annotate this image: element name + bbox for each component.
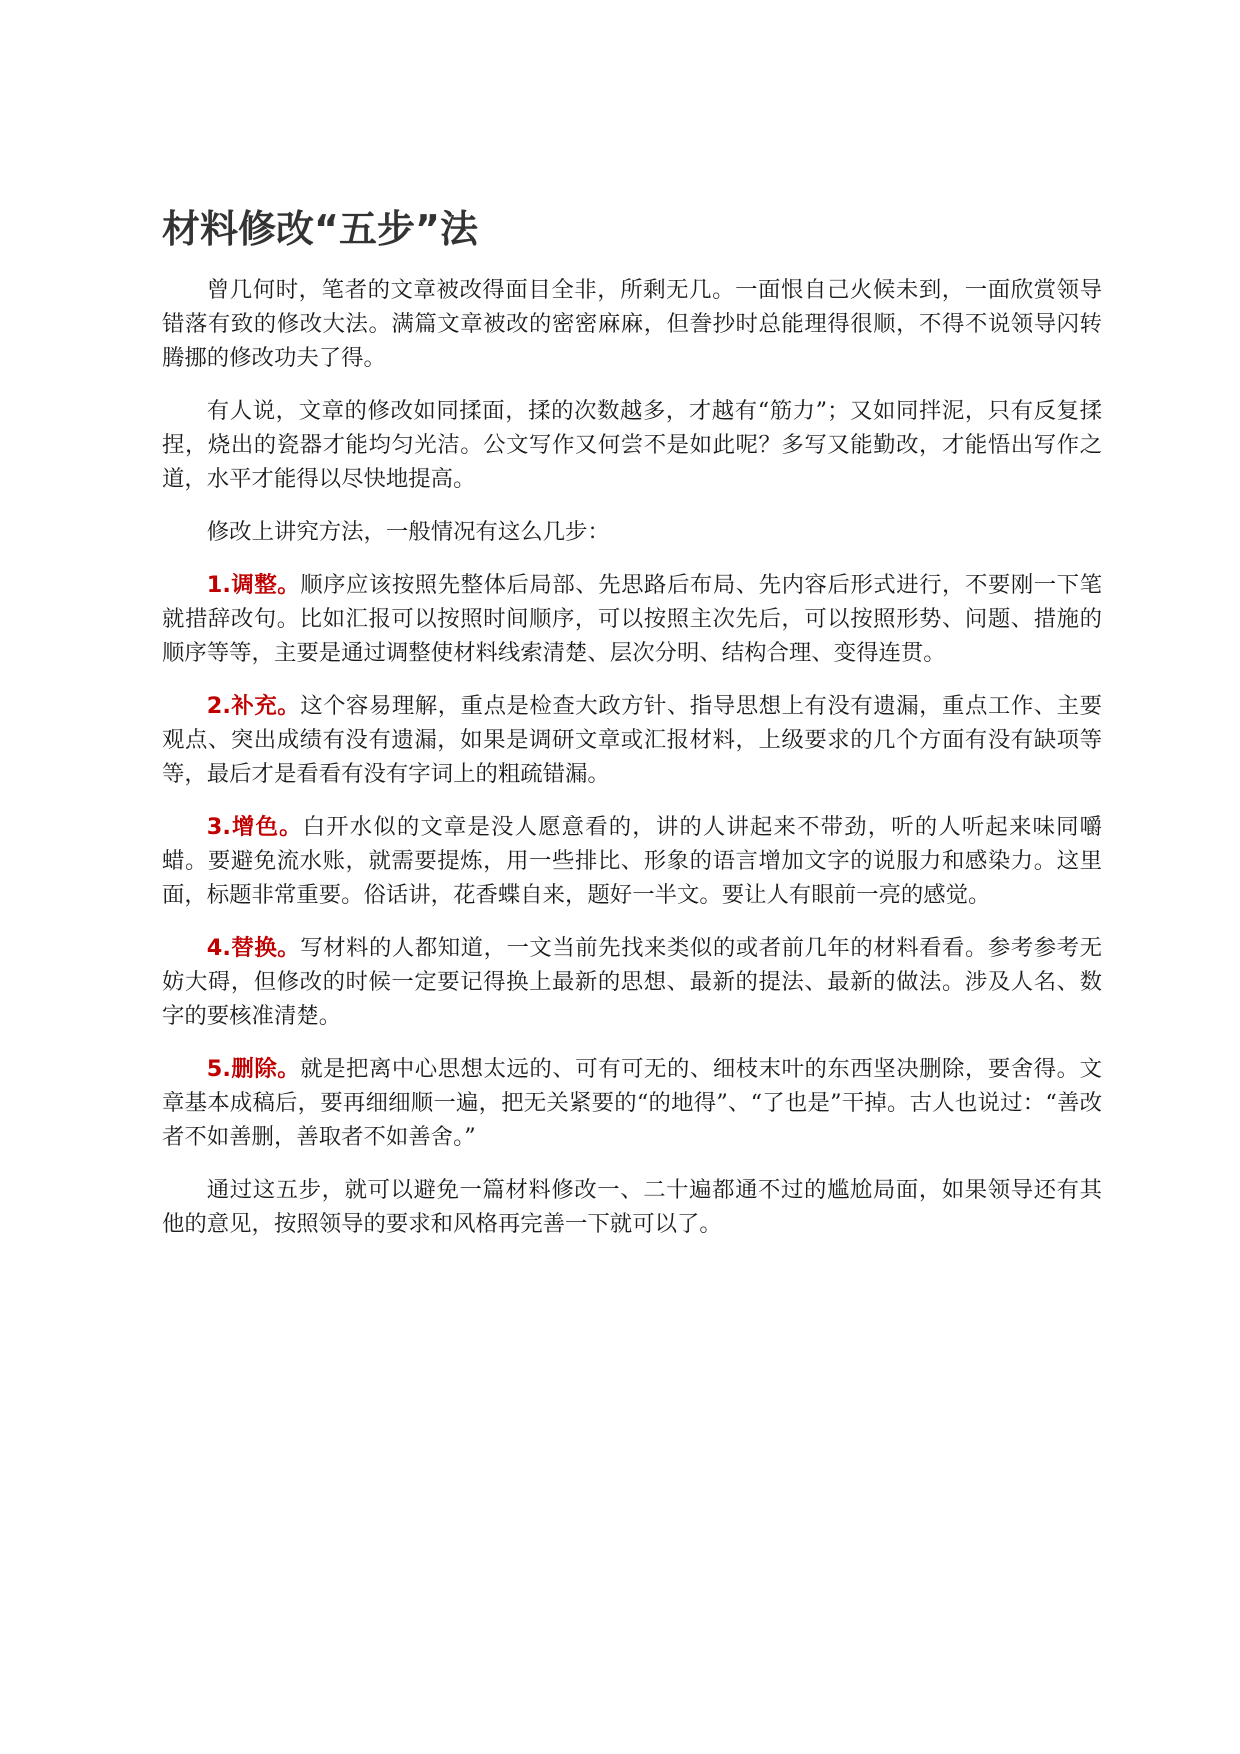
article-body bbox=[162, 273, 1102, 1260]
step-delete-label: 5.删除。 bbox=[206, 1056, 301, 1082]
step-enhance bbox=[162, 810, 1102, 912]
intro-paragraph-1: 曾几何时，笔者的文章被改得面目全非，所剩无几。一面恨自己火候未到，一面欣赏领导错落有致的修改大法。满篇文章被改的密密麻麻，但誊抄时总能理得很顺，不得不说领导闪转腾挪的修改功夫了得。 bbox=[162, 277, 1102, 371]
step-supplement-text: 这个容易理解，重点是检查大政方针、指导思想上有没有遗漏，重点工作、主要观点、突出成绩有没有遗漏，如果是调研文章或汇报材料，上级要求的几个方面有没有缺项等等，最后才是看看有没有字词上的粗疏错漏。 bbox=[162, 693, 1102, 787]
step-replace-text: 写材料的人都知道，一文当前先找来类似的或者前几年的材料看看。参考参考无妨大碍，但修改的时候一定要记得换上最新的思想、最新的提法、最新的做法。涉及人名、数字的要核准清楚。 bbox=[162, 935, 1102, 1029]
step-adjust-text: 顺序应该按照先整体后局部、先思路后布局、先内容后形式进行，不要刚一下笔就措辞改句。比如汇报可以按照时间顺序，可以按照主次先后，可以按照形势、问题、措施的顺序等等，主要是通过调整使材料线索清楚、层次分明、结构合理、变得连贯。 bbox=[162, 572, 1102, 666]
page-title: 材料修改“五步”法 bbox=[162, 207, 478, 251]
step-delete-text: 就是把离中心思想太远的、可有可无的、细枝末叶的东西坚决删除，要舍得。文章基本成稿后，要再细细顺一遍，把无关紧要的“的地得”、“了也是”干掉。古人也说过：“善改者不如善删，善取者不如善舍。” bbox=[162, 1056, 1102, 1150]
step-delete bbox=[162, 1052, 1102, 1154]
step-supplement-label: 2.补充。 bbox=[206, 693, 301, 719]
step-replace-label: 4.替换。 bbox=[206, 935, 301, 961]
step-adjust-label: 1.调整。 bbox=[206, 572, 301, 598]
step-adjust bbox=[162, 568, 1102, 670]
step-enhance-text: 白开水似的文章是没人愿意看的，讲的人讲起来不带劲，听的人听起来味同嚼蜡。要避免流水账，就需要提炼，用一些排比、形象的语言增加文字的说服力和感染力。这里面，标题非常重要。俗话讲，花香蝶自来，题好一半文。要让人有眼前一亮的感觉。 bbox=[162, 814, 1102, 908]
step-supplement bbox=[162, 689, 1102, 791]
step-replace bbox=[162, 931, 1102, 1033]
step-enhance-label: 3.增色。 bbox=[206, 814, 303, 840]
intro-paragraph-3: 修改上讲究方法，一般情况有这么几步： bbox=[206, 519, 610, 545]
intro-paragraph-2: 有人说，文章的修改如同揉面，揉的次数越多，才越有“筋力”；又如同拌泥，只有反复揉捏，烧出的瓷器才能均匀光洁。公文写作又何尝不是如此呢？多写又能勤改，才能悟出写作之道，水平才能得以尽快地提高。 bbox=[162, 398, 1102, 492]
conclusion-paragraph: 通过这五步，就可以避免一篇材料修改一、二十遍都通不过的尴尬局面，如果领导还有其他的意见，按照领导的要求和风格再完善一下就可以了。 bbox=[162, 1177, 1102, 1237]
